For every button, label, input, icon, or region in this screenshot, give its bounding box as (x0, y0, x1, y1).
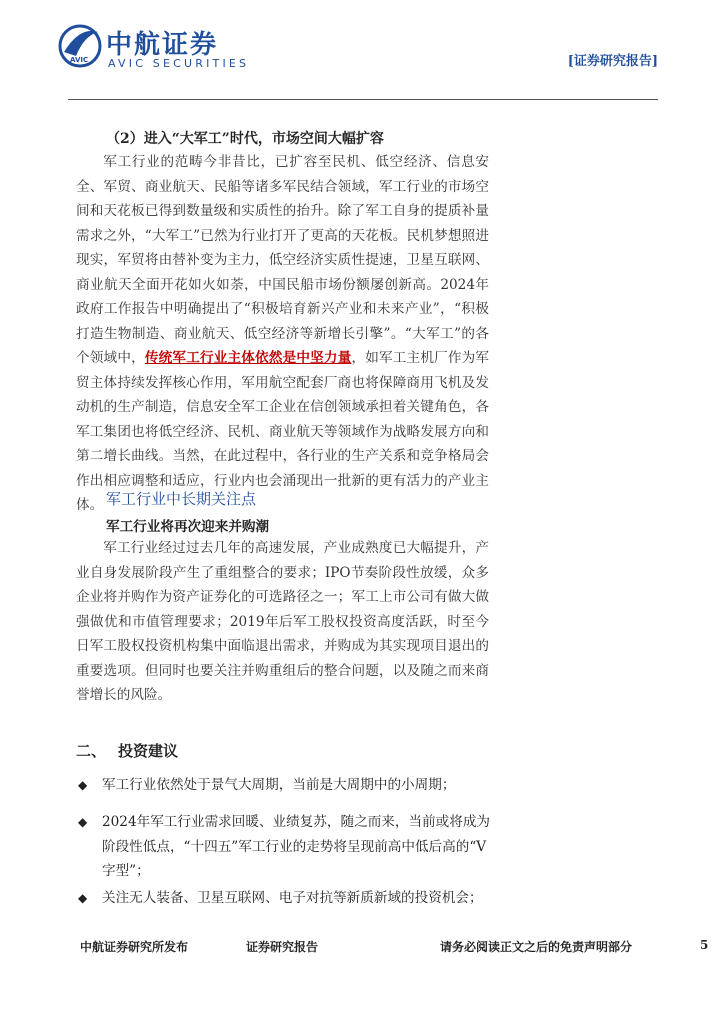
footer-disclaimer: 请务必阅读正文之后的免责声明部分 (440, 940, 633, 954)
bullet-item (78, 886, 498, 911)
section-title: 军工行业中长期关注点 (106, 490, 257, 508)
header-divider (68, 99, 658, 100)
chapter-heading (76, 740, 178, 761)
logo-badge: AVIC (70, 56, 89, 64)
bullet-item (78, 773, 498, 798)
bullet-text: 2024年军工行业需求回暖、业绩复苏，随之而来，当前或将成为阶段性低点，“十四五”军工行业的走势将呈现前高中低后高的“V字型”； (102, 814, 491, 879)
paragraph-text-before: 军工行业的范畴今非昔比，已扩容至民机、低空经济、信息安全、军贸、商业航天、民船等诸多军民结合领域，军工行业的市场空间和天花板已得到数量级和实质性的抬升。除了军工自身的提质补量需求之外，“大军工”已然为行业打开了更高的天花板。民机梦想照进现实，军贸将由替补变为主力，低空经济实质性提速，卫星互联网、商业航天全面开花如火如荼，中国民船市场份额屡创新高。2024年政府工作报告中明确提出了“积极培育新兴产业和未来产业”，“积极打造生物制造、商业航天、低空经济等新增长引擎”。“大军工”的各个领域中， (76, 154, 489, 366)
footer-publisher: 中航证券研究所发布 (80, 940, 189, 954)
diamond-bullet-icon: ◆ (78, 891, 88, 905)
highlighted-text: 传统军工行业主体依然是中坚力量 (144, 350, 352, 366)
section-subtitle: 军工行业将再次迎来并购潮 (106, 519, 270, 535)
company-logo (58, 22, 258, 72)
paragraph-text-after: ，如军工主机厂作为军贸主体持续发挥核心作用，军用航空配套厂商也将保障商用飞机及发动机的生产制造，信息安全军工企业在信创领域承担着关键角色，各军工集团也将低空经济、民机、商业航天等领域作为战略发展方向和第二增长曲线。当然，在此过程中，各行业的生产关系和竞争格局会作出相应调整和适应，行业内也会涌现出一批新的更有活力的产业主体。 (76, 350, 490, 513)
page-number: 5 (700, 938, 709, 952)
avic-logo-icon (58, 22, 102, 70)
logo-chinese-name: 中航证券 (106, 30, 219, 60)
bullet-text: 军工行业依然处于景气大周期，当前是大周期中的小周期； (102, 777, 456, 793)
logo-english-name: AVIC SECURITIES (108, 57, 250, 70)
footer-report-type: 证券研究报告 (246, 940, 319, 954)
diamond-bullet-icon: ◆ (78, 815, 88, 829)
chapter-number: 二、 (76, 742, 107, 760)
bullet-item (78, 810, 498, 884)
paragraph-big-military (76, 150, 489, 518)
subsection-heading: （2）进入“大军工”时代，市场空间大幅扩容 (106, 131, 384, 147)
diamond-bullet-icon: ◆ (78, 778, 88, 792)
chapter-title: 投资建议 (118, 742, 179, 760)
bullet-text: 关注无人装备、卫星互联网、电子对抗等新质新域的投资机会； (102, 890, 483, 906)
paragraph-mergers: 军工行业经过过去几年的高速发展，产业成熟度已大幅提升，产业自身发展阶段产生了重组整合的要求；IPO节奏阶段性放缓，众多企业将并购作为资产证券化的可选路径之一；军工上市公司有做大做强做优和市值管理要求；2019年后军工股权投资高度活跃，时至今日军工股权投资机构集中面临退出需求，并购成为其实现项目退出的重要选项。但同时也要关注并购重组后的整合问题，以及随之而来商誉增长的风险。 (76, 540, 489, 703)
report-tag: [证券研究报告] (567, 54, 658, 69)
